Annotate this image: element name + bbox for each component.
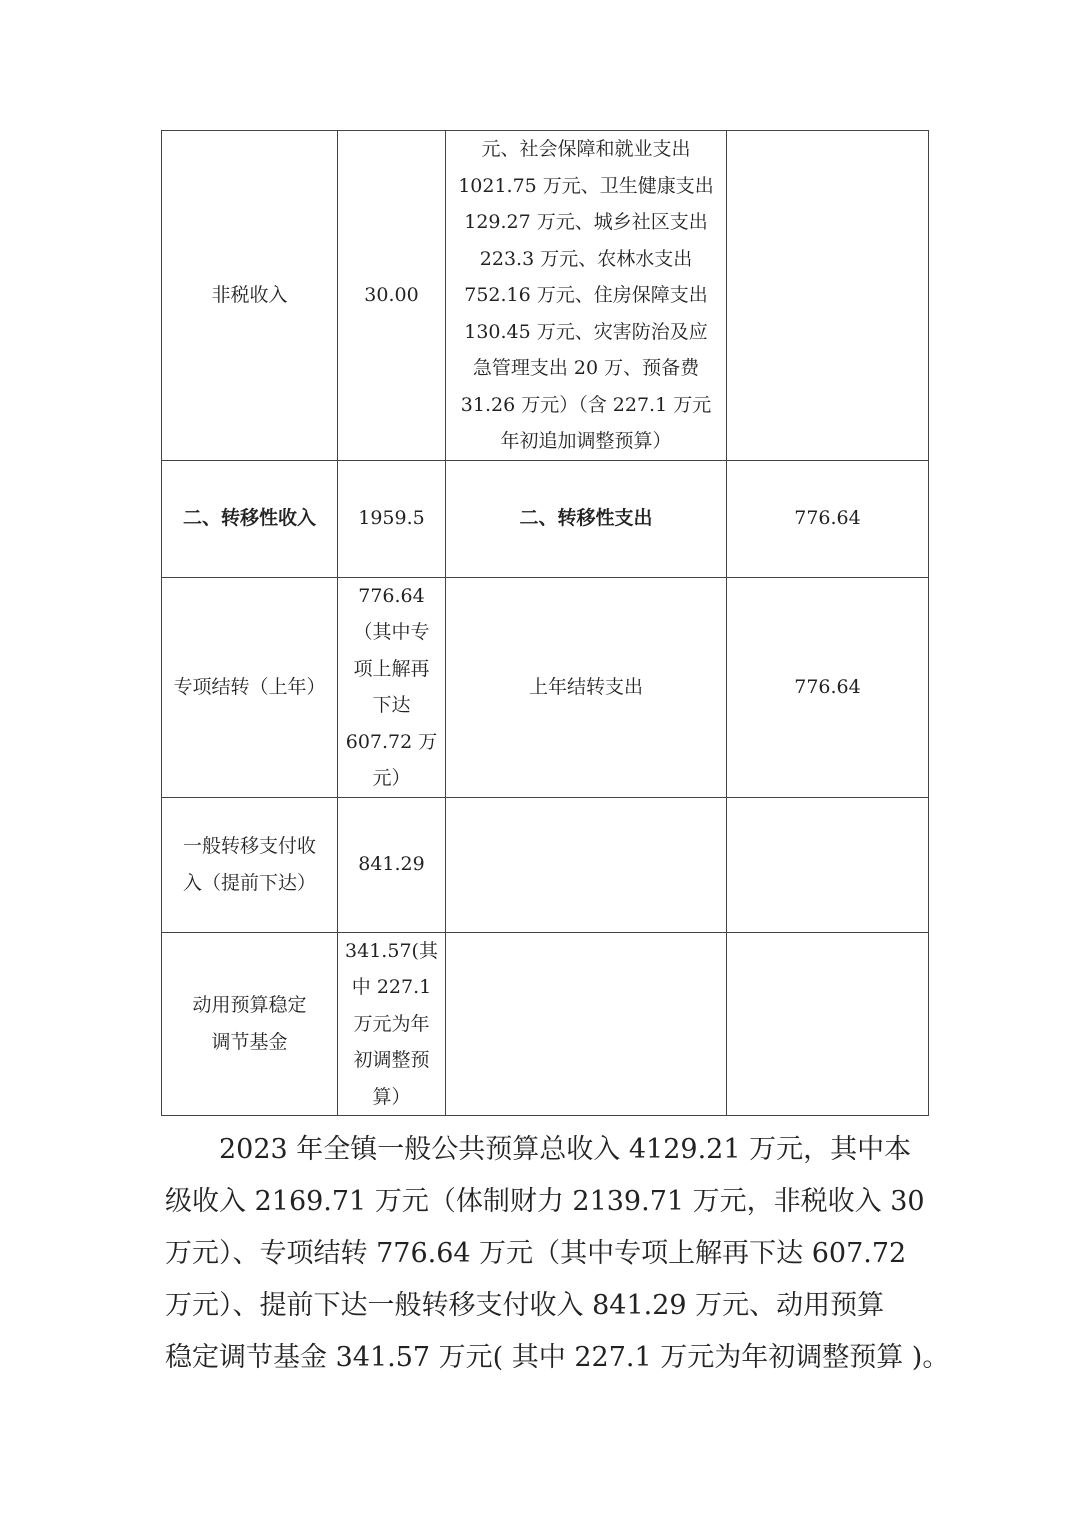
expenditure-amount-cell [727,932,929,1116]
paragraph-line: 万元）、专项结转 776.64 万元（其中专项上解再下达 607.72 [165,1238,907,1269]
expenditure-amount-cell [727,131,929,461]
table-row [162,577,929,797]
expenditure-cell: 二、转移性支出 [446,460,727,577]
table-row [162,460,929,577]
item-name-cell: 专项结转（上年） [162,577,338,797]
item-name-cell: 二、转移性收入 [162,460,338,577]
amount-cell: 1959.5 [338,460,446,577]
amount-cell: 30.00 [338,131,446,461]
expenditure-cell [446,797,727,932]
expenditure-amount-cell: 776.64 [727,577,929,797]
amount-cell: 341.57(其 中 227.1 万元为年 初调整预 算） [338,932,446,1116]
paragraph-line: 2023 年全镇一般公共预算总收入 4129.21 万元，其中本 [219,1134,912,1165]
item-name-cell: 动用预算稳定 调节基金 [162,932,338,1116]
expenditure-amount-cell: 776.64 [727,460,929,577]
item-name-cell: 一般转移支付收 入（提前下达） [162,797,338,932]
amount-cell: 776.64 （其中专 项上解再 下达 607.72 万 元） [338,577,446,797]
budget-table [161,130,929,1116]
amount-cell: 841.29 [338,797,446,932]
table-row [162,932,929,1116]
expenditure-cell [446,932,727,1116]
table-row [162,131,929,461]
expenditure-cell: 上年结转支出 [446,577,727,797]
expenditure-amount-cell [727,797,929,932]
expenditure-cell: 元、社会保障和就业支出 1021.75 万元、卫生健康支出 129.27 万元、城乡社区支出 223.3 万元、农林水支出 752.16 万元、住房保障支出 130.45 万元、灾害防治及应 急管理支出 20 万、预备费 31.26 万元）（含 227.1 万元 年初追加调整预算） [446,131,727,461]
table-row [162,797,929,932]
summary-paragraph [165,1124,950,1384]
item-name-cell: 非税收入 [162,131,338,461]
paragraph-line: 万元）、提前下达一般转移支付收入 841.29 万元、动用预算 [165,1290,885,1321]
paragraph-line: 稳定调节基金 341.57 万元( 其中 227.1 万元为年初调整预算 )。 [165,1342,950,1373]
paragraph-line: 级收入 2169.71 万元（体制财力 2139.71 万元，非税收入 30 [165,1186,925,1217]
